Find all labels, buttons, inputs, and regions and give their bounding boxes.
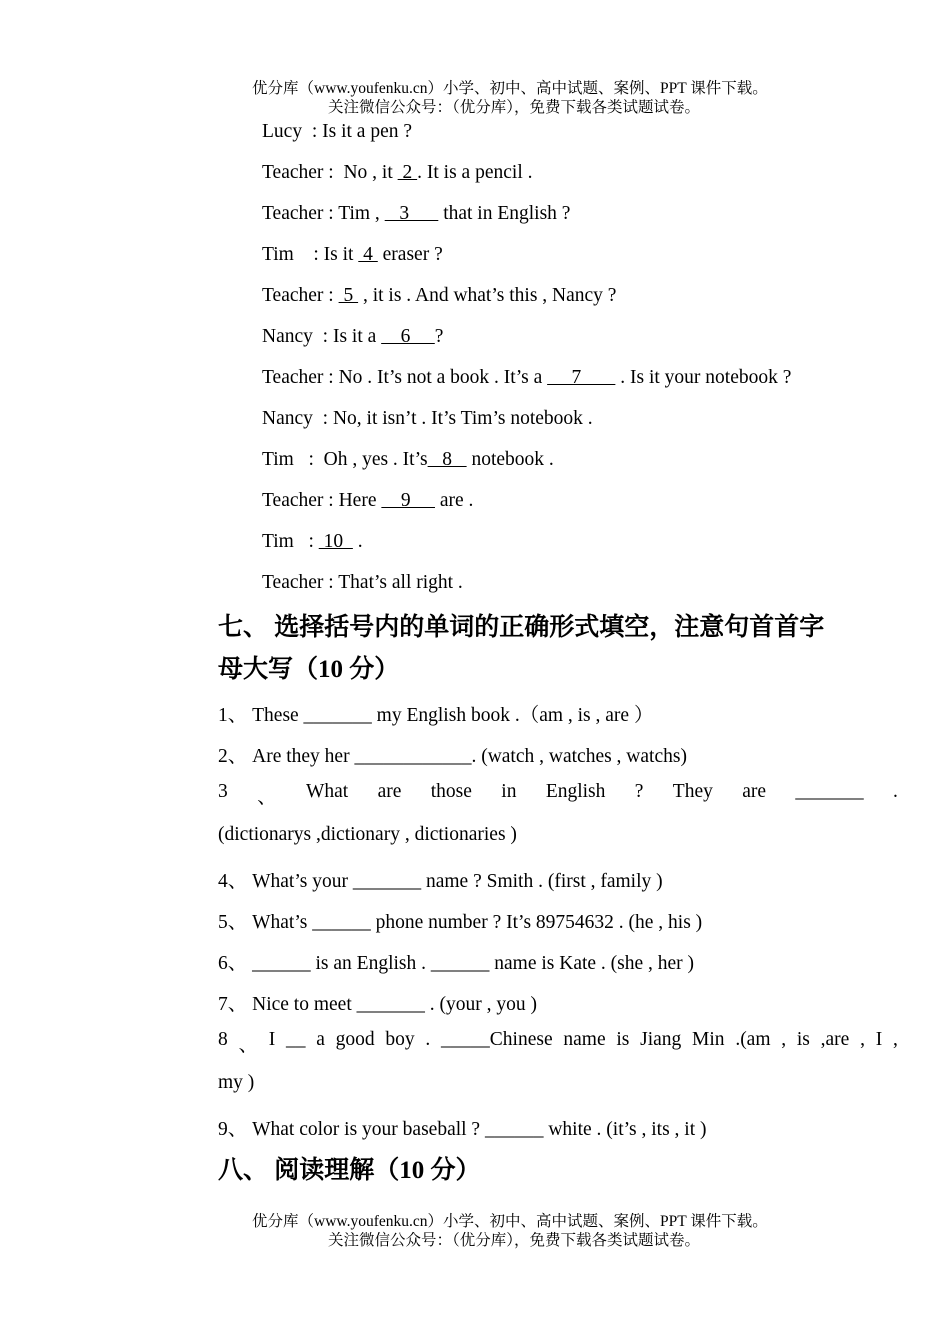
blank-10: 10 xyxy=(318,531,353,552)
dialogue-line: Tim : Is it 4 eraser ? xyxy=(262,244,443,265)
line-text: Is it a pen ? xyxy=(322,121,413,142)
speaker: Teacher xyxy=(262,203,324,224)
question-5: 5、 What’s ______ phone number ? It’s 89754632 . (he , his ) xyxy=(218,912,703,933)
speaker: Nancy xyxy=(262,408,313,429)
dialogue-line: Teacher : Tim , 3 that in English ? xyxy=(262,203,571,224)
page-header xyxy=(0,79,950,117)
speaker: Nancy xyxy=(262,326,313,347)
dialogue-line: Tim : 10 . xyxy=(262,531,363,552)
dialogue-line: Nancy : Is it a 6 ? xyxy=(262,326,444,347)
blank-2: 2 xyxy=(397,162,418,183)
speaker: Teacher xyxy=(262,572,324,593)
blank-7: 7 xyxy=(547,367,616,388)
question-2: 2、 Are they her ____________. (watch , watches , watchs) xyxy=(218,746,687,767)
section-7-title-cont: 母大写（10 分） xyxy=(218,656,400,683)
blank-8: 8 xyxy=(427,449,467,470)
section-7-title: 七、 选择括号内的单词的正确形式填空，注意句首首字 xyxy=(218,614,825,641)
dialogue-line: Teacher : Here 9 are . xyxy=(262,490,474,511)
dialogue-line: Teacher : No . It’s not a book . It’s a 7 . Is it your notebook ? xyxy=(262,367,792,388)
question-1: 1、 These _______ my English book .（am , is , are ） xyxy=(218,705,654,726)
blank-4: 4 xyxy=(358,244,378,265)
question-3: 3 、 What are those in English ? They are _______ . xyxy=(218,781,898,808)
question-7: 7、 Nice to meet _______ . (your , you ) xyxy=(218,994,537,1015)
question-8: 8 、 I __ a good boy . _____Chinese name is Jiang Min .(am , is ,are , I , xyxy=(218,1029,898,1056)
speaker: Lucy xyxy=(262,121,303,142)
speaker: Teacher xyxy=(262,285,324,306)
question-3-continued: (dictionarys ,dictionary , dictionaries ) xyxy=(218,824,517,845)
dialogue-line: Teacher : 5 , it is . And what’s this , Nancy ? xyxy=(262,285,617,306)
line-text: No , it xyxy=(343,162,398,183)
question-4: 4、 What’s your _______ name ? Smith . (first , family ) xyxy=(218,871,663,892)
footer-line-2: 关注微信公众号：（优分库），免费下载各类试题试卷。 xyxy=(328,1232,701,1249)
blank-5: 5 xyxy=(338,285,359,306)
question-9: 9、 What color is your baseball ? ______ white . (it’s , its , it ) xyxy=(218,1119,707,1140)
dialogue-line: Lucy : Is it a pen ? xyxy=(262,121,413,142)
blank-6: 6 xyxy=(381,326,435,347)
blank-3: 3 xyxy=(384,203,439,224)
dialogue-line: Teacher : That’s all right . xyxy=(262,572,463,593)
speaker: Teacher xyxy=(262,367,324,388)
section-8-title: 八、 阅读理解（10 分） xyxy=(218,1157,481,1184)
dialogue-line: Nancy : No, it isn’t . It’s Tim’s notebook . xyxy=(262,408,593,429)
dialogue-line: Tim : Oh , yes . It’s 8 notebook . xyxy=(262,449,554,470)
header-line-1: 优分库（www.youfenku.cn）小学、初中、高中试题、案例、PPT 课件下载。 xyxy=(252,80,768,97)
question-8-continued: my ) xyxy=(218,1072,255,1093)
dialogue-line: Teacher : No , it 2 . It is a pencil . xyxy=(262,162,533,183)
question-6: 6、 ______ is an English . ______ name is Kate . (she , her ) xyxy=(218,953,695,974)
header-line-2: 关注微信公众号：（优分库），免费下载各类试题试卷。 xyxy=(328,99,701,116)
page-footer xyxy=(0,1212,950,1250)
footer-line-1: 优分库（www.youfenku.cn）小学、初中、高中试题、案例、PPT 课件下载。 xyxy=(252,1213,768,1230)
blank-9: 9 xyxy=(381,490,435,511)
speaker: Tim xyxy=(262,531,294,552)
speaker: Tim xyxy=(262,449,294,470)
speaker: Teacher xyxy=(262,162,324,183)
speaker: Tim xyxy=(262,244,294,265)
speaker: Teacher xyxy=(262,490,324,511)
